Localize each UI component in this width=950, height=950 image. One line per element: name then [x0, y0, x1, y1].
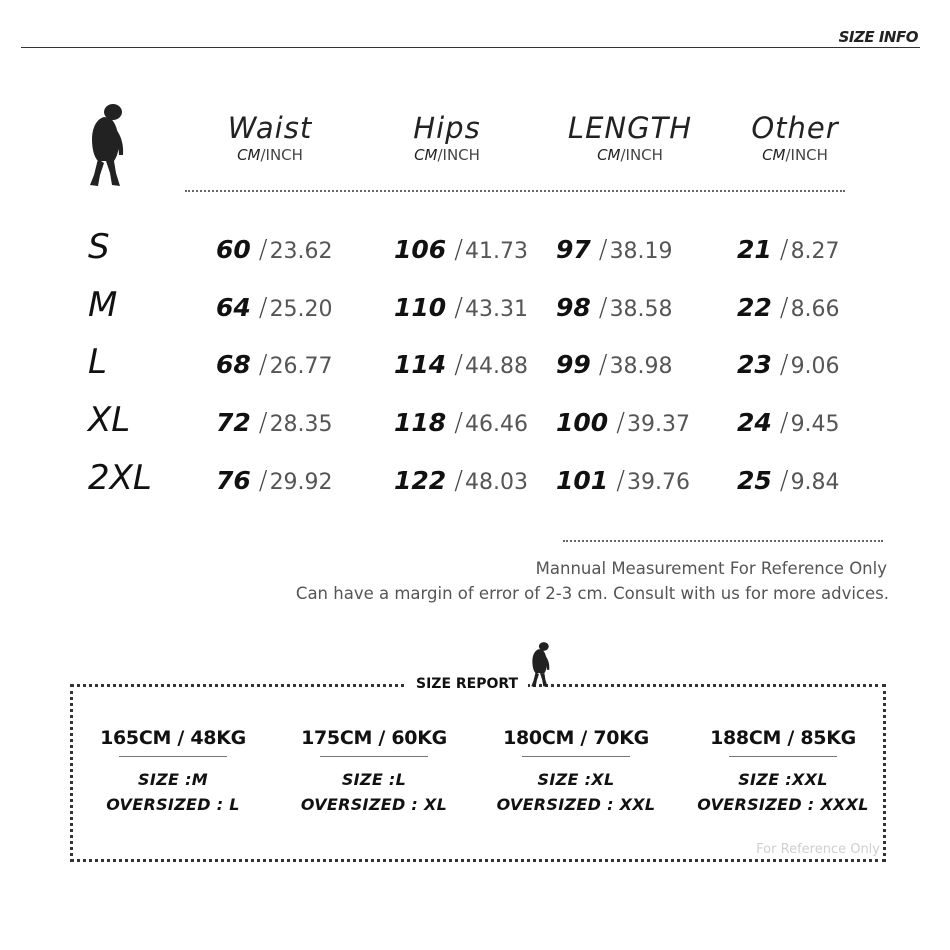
- column-header-hips: [362, 111, 532, 165]
- size-label-m: M: [88, 285, 118, 325]
- oversized-size: OVERSIZED : L: [106, 795, 240, 814]
- size-label-xl: XL: [88, 400, 131, 440]
- column-name: Other: [751, 111, 839, 145]
- notes-dotted-divider: [563, 540, 883, 542]
- size-report-title: SIZE REPORT: [406, 672, 528, 696]
- cell-other-s: 21 /8.27: [737, 235, 840, 265]
- size-report-footer: For Reference Only: [756, 842, 880, 857]
- cell-waist-l: 68 /26.77: [216, 350, 333, 380]
- column-header-other: [710, 111, 880, 165]
- cell-other-xl: 24 /9.45: [737, 408, 840, 438]
- oversized-size: OVERSIZED : XXL: [496, 795, 656, 814]
- cell-length-xl: 100 /39.37: [556, 408, 690, 438]
- cell-hips-2xl: 122 /48.03: [394, 466, 528, 496]
- cell-hips-l: 114 /44.88: [394, 350, 528, 380]
- cell-other-2xl: 25 /9.84: [737, 466, 840, 496]
- header-dotted-divider: [185, 190, 845, 192]
- cell-hips-s: 106 /41.73: [394, 235, 528, 265]
- size-report-entry: [78, 724, 268, 817]
- height-weight: 175CM / 60KG: [301, 727, 447, 749]
- recommended-size: SIZE :XXL: [738, 770, 828, 789]
- column-name: LENGTH: [567, 111, 693, 145]
- note-margin-error: Can have a margin of error of 2-3 cm. Consult with us for more advices.: [295, 584, 889, 603]
- column-header-length: [545, 111, 715, 165]
- column-unit: CM/INCH: [597, 146, 663, 164]
- recommended-size: SIZE :XL: [537, 770, 615, 789]
- height-weight: 165CM / 48KG: [100, 727, 246, 749]
- column-unit: CM/INCH: [237, 146, 303, 164]
- note-reference: Mannual Measurement For Reference Only: [535, 559, 887, 578]
- height-weight: 180CM / 70KG: [503, 727, 649, 749]
- cell-length-s: 97 /38.19: [556, 235, 673, 265]
- column-unit: CM/INCH: [414, 146, 480, 164]
- entry-underline: [119, 756, 227, 757]
- size-label-s: S: [88, 227, 110, 267]
- size-label-l: L: [88, 342, 107, 382]
- oversized-size: OVERSIZED : XL: [300, 795, 448, 814]
- cell-length-m: 98 /38.58: [556, 293, 673, 323]
- cell-waist-m: 64 /25.20: [216, 293, 333, 323]
- size-report-entry: [688, 724, 878, 817]
- column-header-waist: [185, 111, 355, 165]
- cell-other-m: 22 /8.66: [737, 293, 840, 323]
- entry-underline: [522, 756, 630, 757]
- cell-waist-s: 60 /23.62: [216, 235, 333, 265]
- ape-figure-small-icon: [528, 641, 552, 689]
- column-name: Waist: [227, 111, 313, 145]
- size-report-entry: [481, 724, 671, 817]
- cell-hips-xl: 118 /46.46: [394, 408, 528, 438]
- cell-waist-xl: 72 /28.35: [216, 408, 333, 438]
- cell-length-2xl: 101 /39.76: [556, 466, 690, 496]
- column-unit: CM/INCH: [762, 146, 828, 164]
- height-weight: 188CM / 85KG: [710, 727, 856, 749]
- cell-other-l: 23 /9.06: [737, 350, 840, 380]
- entry-underline: [320, 756, 428, 757]
- recommended-size: SIZE :L: [341, 770, 407, 789]
- ape-figure-icon: [84, 103, 128, 189]
- size-label-2xl: 2XL: [88, 458, 152, 498]
- cell-length-l: 99 /38.98: [556, 350, 673, 380]
- cell-hips-m: 110 /43.31: [394, 293, 528, 323]
- entry-underline: [729, 756, 837, 757]
- column-name: Hips: [413, 111, 481, 145]
- size-report-entry: [279, 724, 469, 817]
- cell-waist-2xl: 76 /29.92: [216, 466, 333, 496]
- page-title: SIZE INFO: [838, 28, 918, 46]
- header-divider: [21, 47, 920, 48]
- oversized-size: OVERSIZED : XXXL: [697, 795, 869, 814]
- recommended-size: SIZE :M: [138, 770, 208, 789]
